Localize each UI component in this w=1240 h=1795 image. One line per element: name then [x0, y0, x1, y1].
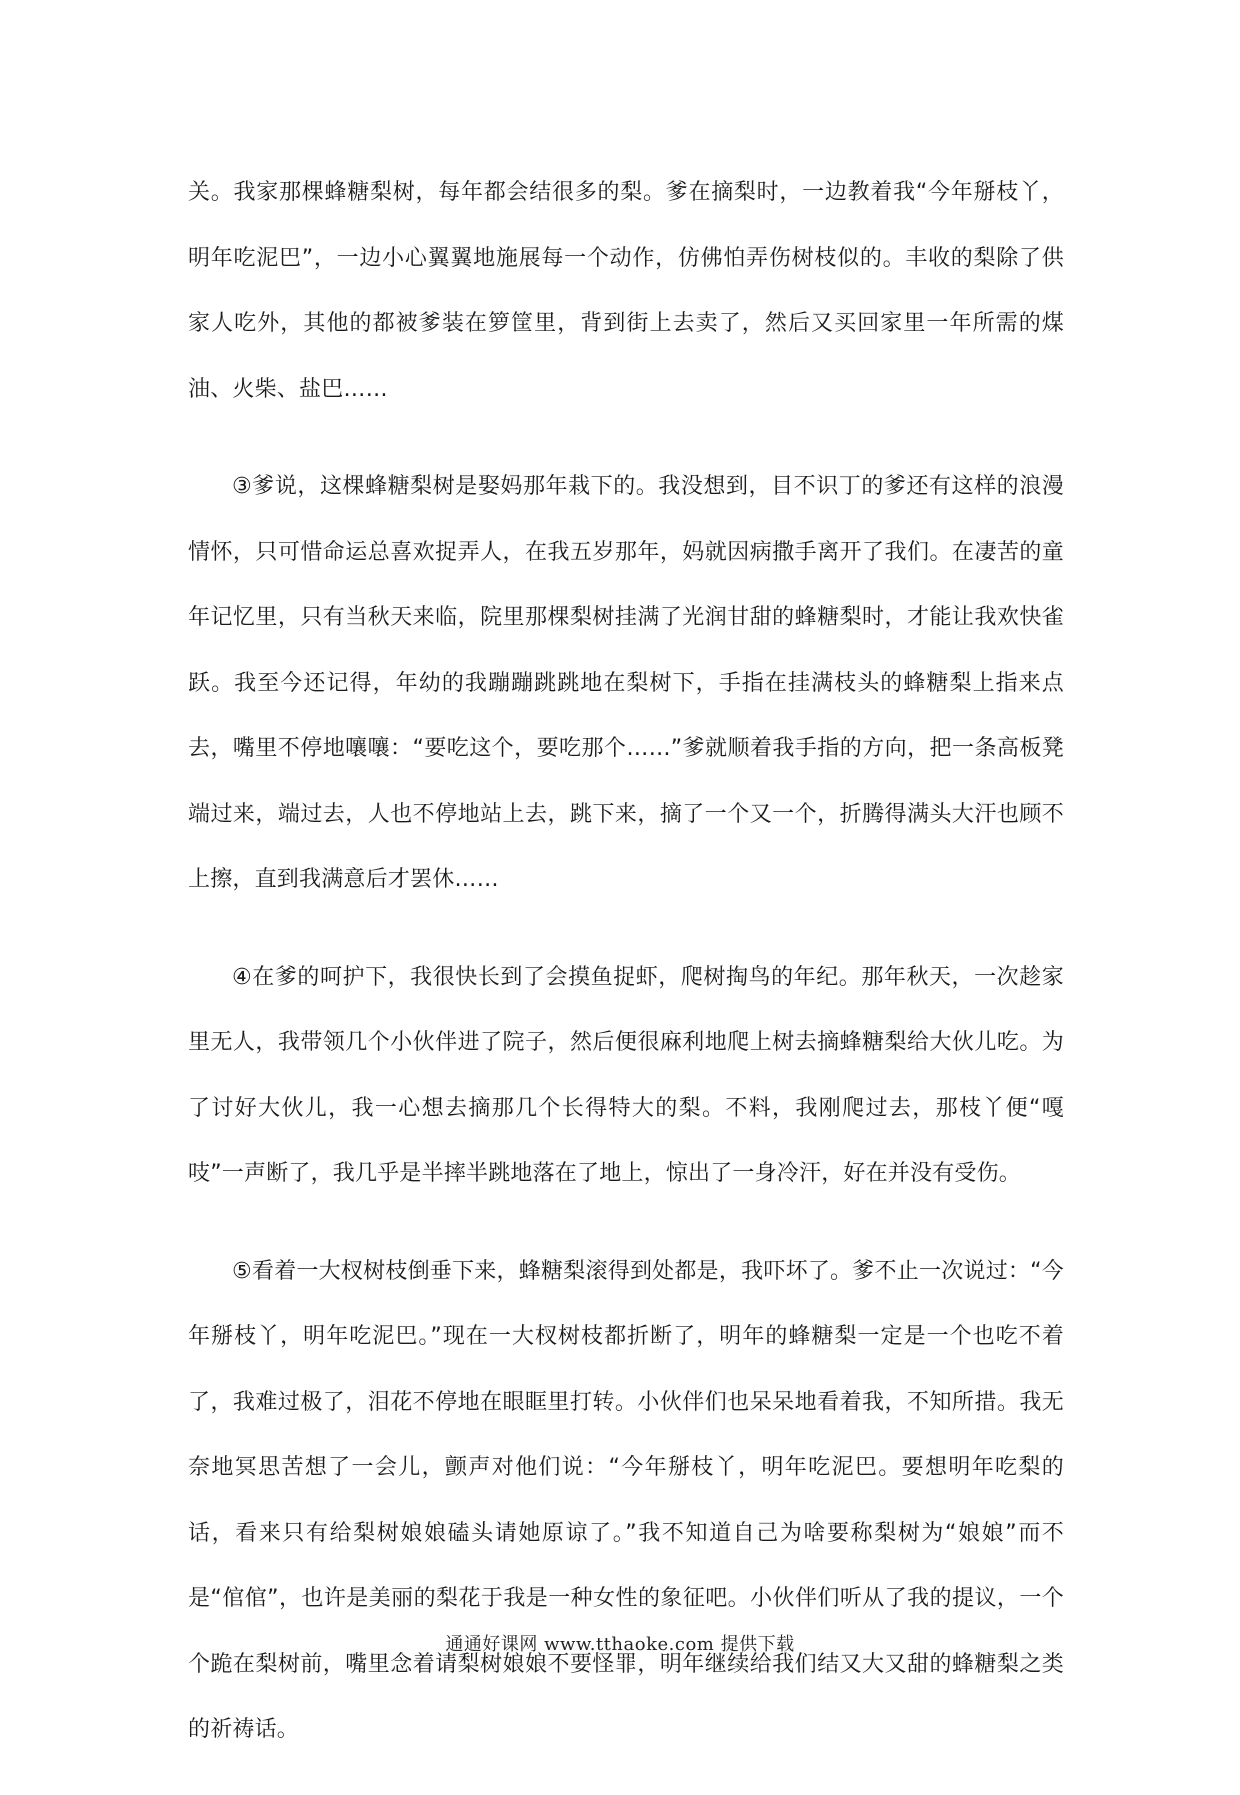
paragraph-continuation: 关。我家那棵蜂糖梨树，每年都会结很多的梨。爹在摘梨时，一边教着我“今年掰枝丫，明年吃泥巴”，一边小心翼翼地施展每一个动作，仿佛怕弄伤树枝似的。丰收的梨除了供家人吃外，其他的都被爹装在箩筐里，背到街上去卖了，然后又买回家里一年所需的煤油、火柴、盐巴……	[188, 180, 1064, 402]
page-footer: 通通好课网 www.tthaoke.com 提供下载	[445, 1634, 795, 1655]
paragraph-4: ④在爹的呵护下，我很快长到了会摸鱼捉虾，爬树掏鸟的年纪。那年秋天，一次趁家里无人，我带领几个小伙伴进了院子，然后便很麻利地爬上树去摘蜂糖梨给大伙儿吃。为了讨好大伙儿，我一心想去摘那几个长得特大的梨。不料，我刚爬过去，那枝丫便“嘎吱”一声断了，我几乎是半摔半跳地落在了地上，惊出了一身冷汗，好在并没有受伤。	[188, 964, 1064, 1186]
article-body	[188, 160, 1064, 1795]
paragraph-5: ⑤看着一大杈树枝倒垂下来，蜂糖梨滚得到处都是，我吓坏了。爹不止一次说过：“今年掰枝丫，明年吃泥巴。”现在一大杈树枝都折断了，明年的蜂糖梨一定是一个也吃不着了，我难过极了，泪花不停地在眼眶里打转。小伙伴们也呆呆地看着我，不知所措。我无奈地冥思苦想了一会儿，颤声对他们说：“今年掰枝丫，明年吃泥巴。要想明年吃梨的话，看来只有给梨树娘娘磕头请她原谅了。”我不知道自己为啥要称梨树为“娘娘”而不是“倌倌”，也许是美丽的梨花于我是一种女性的象征吧。小伙伴们听从了我的提议，一个个跪在梨树前，嘴里念着请梨树娘娘不要怪罪，明年继续给我们结又大又甜的蜂糖梨之类的祈祷话。	[188, 1258, 1064, 1742]
paragraph-3: ③爹说，这棵蜂糖梨树是娶妈那年栽下的。我没想到，目不识丁的爹还有这样的浪漫情怀，只可惜命运总喜欢捉弄人，在我五岁那年，妈就因病撒手离开了我们。在凄苦的童年记忆里，只有当秋天来临，院里那棵梨树挂满了光润甘甜的蜂糖梨时，才能让我欢快雀跃。我至今还记得，年幼的我蹦蹦跳跳地在梨树下，手指在挂满枝头的蜂糖梨上指来点去，嘴里不停地嚷嚷：“要吃这个，要吃那个……”爹就顺着我手指的方向，把一条高板凳端过来，端过去，人也不停地站上去，跳下来，摘了一个又一个，折腾得满头大汗也顾不上擦，直到我满意后才罢休……	[188, 474, 1064, 892]
